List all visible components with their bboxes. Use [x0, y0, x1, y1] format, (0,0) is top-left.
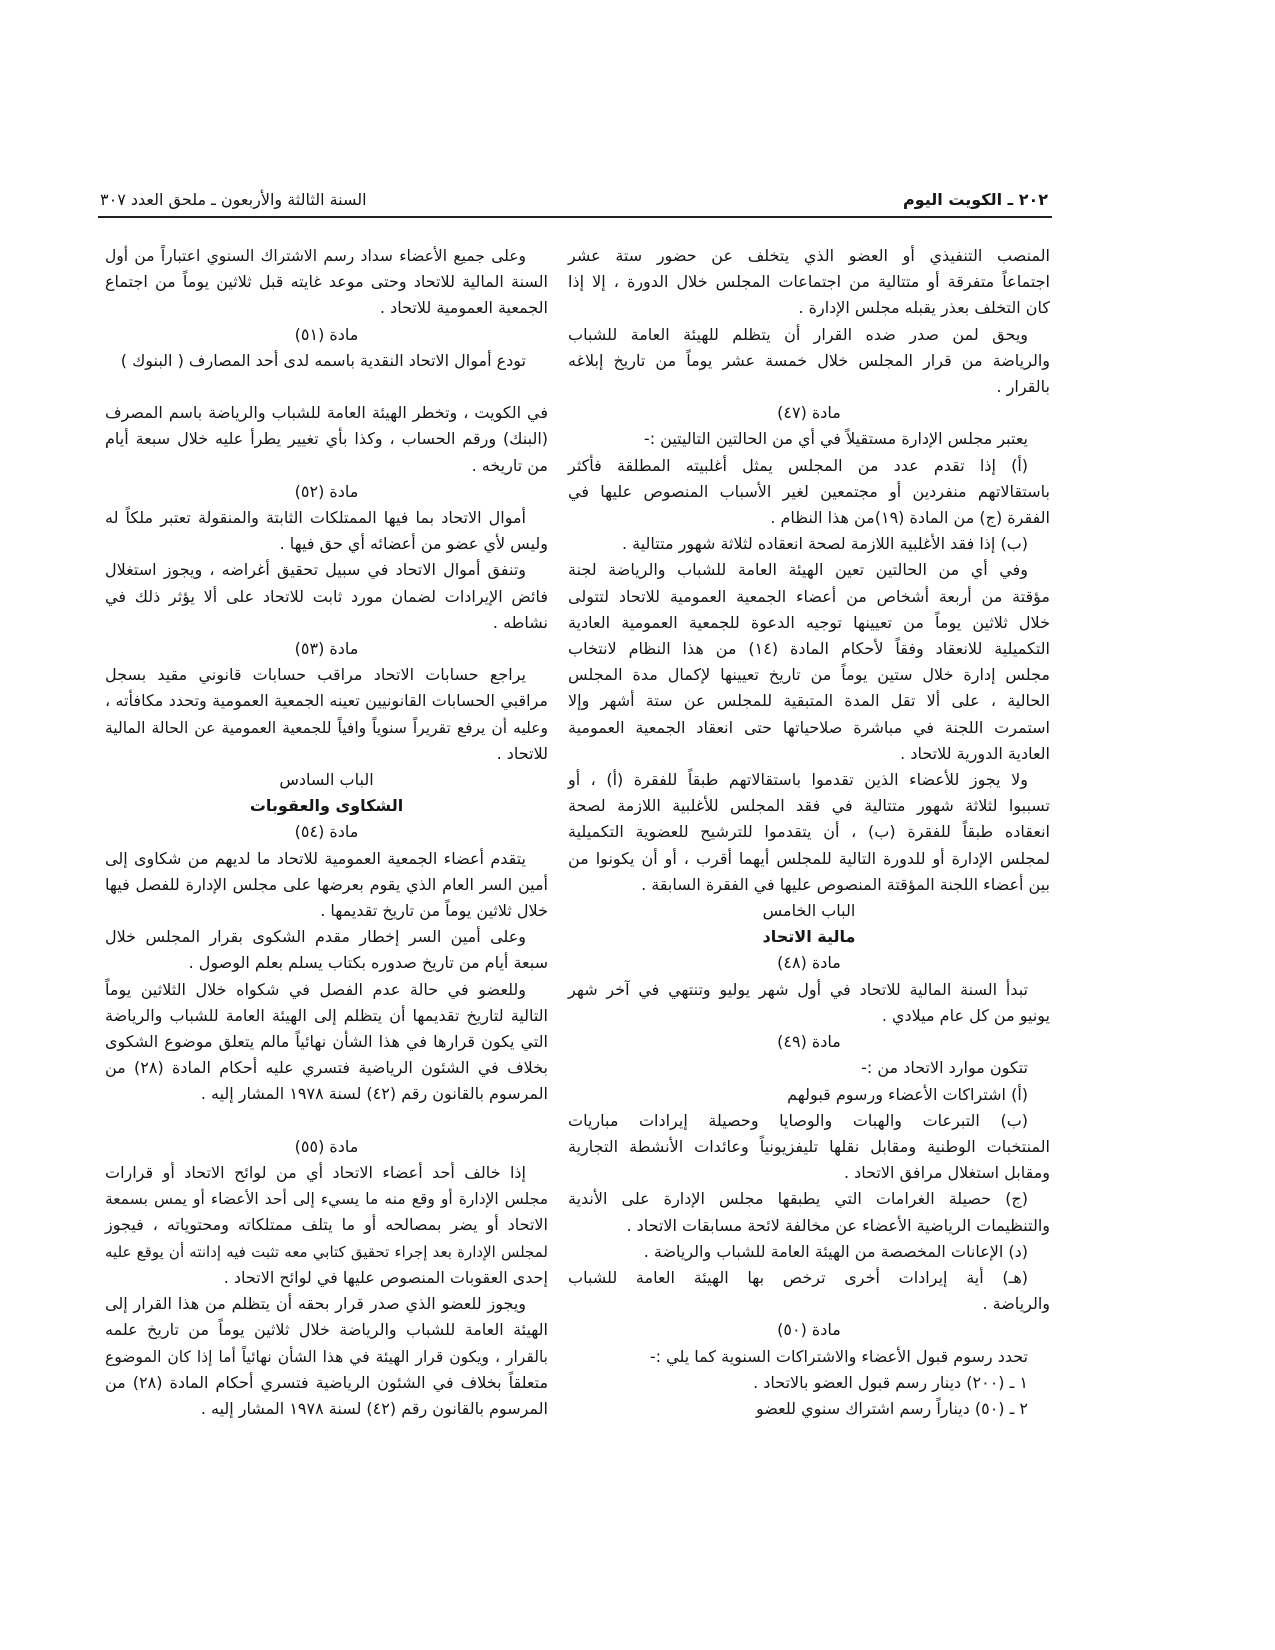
text-line: ويجوز للعضو الذي صدر قرار بحقه أن يتظلم من هذا القرار إلى	[105, 1294, 526, 1314]
text-line: (أ) اشتراكات الأعضاء ورسوم قبولهم	[787, 1084, 1028, 1104]
text-line: (أ) إذا تقدم عدد من المجلس يمثل أغلبيته المطلقة فأكثر	[568, 455, 1028, 475]
text-line: الهيئة العامة للشباب والرياضة خلال ثلاثين يوماً من تاريخ علمه	[105, 1320, 548, 1340]
paragraph	[568, 243, 1050, 322]
article-heading: مادة (٤٧)	[777, 403, 841, 423]
paragraph	[568, 531, 1050, 557]
text-line: خلال ثلاثين يوماً من تاريخ تقديمها .	[320, 901, 548, 921]
text-line: التي يكون قرارها في هذا الشأن نهائياً مالم يتعلق موضوع الشكوى	[105, 1032, 548, 1052]
text-line: لمجلس الإدارة بعد إجراء تحقيق كتابي معه تثبت فيه إدانته أن يوقع عليه	[105, 1242, 548, 1261]
text-line: يعتبر مجلس الإدارة مستقيلاً في أي من الحالتين التاليتين :-	[643, 429, 1028, 449]
text-line: كان التخلف بعذر يقبله مجلس الإدارة .	[798, 298, 1050, 318]
text-line: المرسوم بالقانون رقم (٤٢) لسنة ١٩٧٨ المشار إليه .	[200, 1398, 548, 1418]
text-line: الفقرة (ج) من المادة (١٩)من هذا النظام .	[770, 508, 1050, 528]
text-line: بين أعضاء اللجنة المؤقتة المنصوص عليها في الفقرة السابقة .	[641, 874, 1050, 894]
text-line: فائض الإيرادات لضمان مورد ثابت للاتحاد على ألا يؤثر ذلك في	[105, 586, 548, 606]
text-line: وليس لأي عضو من أعضائه أي حق فيها .	[279, 534, 548, 554]
article-heading: مادة (٥٥)	[294, 1136, 359, 1156]
text-line: وتنفق أموال الاتحاد في سبيل تحقيق أغراضه ، ويجوز استغلال	[105, 560, 526, 580]
paragraph	[568, 1370, 1050, 1396]
article-heading: مادة (٥١)	[294, 324, 359, 344]
paragraph	[105, 505, 548, 557]
text-line: المنصب التنفيذي أو العضو الذي يتخلف عن حضور ستة عشر	[568, 246, 1050, 265]
text-line: المرسوم بالقانون رقم (٤٢) لسنة ١٩٧٨ المشار إليه .	[200, 1084, 548, 1104]
text-line: تتكون موارد الاتحاد من :-	[861, 1058, 1028, 1078]
text-line: (البنك) ورقم الحساب ، وكذا بأي تغيير يطرأ عليه خلال سبعة أيام	[105, 429, 548, 449]
text-line: إذا خالف أحد أعضاء الاتحاد أي من لوائح الاتحاد أو قرارات	[105, 1163, 526, 1183]
text-line: يراجع حسابات الاتحاد مراقب حسابات قانوني مقيد بسجل	[105, 665, 526, 685]
paragraph	[568, 1108, 1050, 1187]
page-title: ٢٠٢ ـ الكويت اليوم	[902, 190, 1048, 209]
text-line: لمجلس الإدارة أو للدورة التالية للمجلس أيهما أقرب ، أو أن يكونوا من	[568, 848, 1050, 868]
text-line: وللعضو في حالة عدم الفصل في شكواه خلال الثلاثين يوماً	[105, 979, 526, 999]
text-line: سبعة أيام من تاريخ صدوره بكتاب يسلم بعلم الوصول .	[188, 953, 548, 973]
text-line: إحدى العقوبات المنصوص عليها في لوائح الاتحاد .	[223, 1267, 548, 1287]
text-line: الجمعية العمومية للاتحاد .	[379, 298, 548, 318]
chapter-heading: الباب الخامس	[762, 901, 856, 921]
text-line: من تاريخه .	[471, 455, 548, 475]
text-line: تسببوا لثلاثة شهور متتالية في فقد المجلس للأغلبية اللازمة لصحة	[568, 796, 1050, 816]
paragraph	[568, 767, 1050, 898]
text-line: المنتخبات الوطنية ومقابل نقلها تليفزيونياً وعائدات الأنشطة التجارية	[568, 1136, 1050, 1156]
text-line: ويحق لمن صدر ضده القرار أن يتظلم للهيئة العامة للشباب	[568, 324, 1028, 344]
text-line: للاتحاد .	[496, 743, 548, 763]
text-line: العادية الدورية للاتحاد .	[900, 743, 1050, 763]
article-heading: مادة (٤٨)	[777, 953, 841, 973]
article-heading: مادة (٥٤)	[294, 822, 359, 842]
text-line: والتنظيمات الرياضية الأعضاء عن مخالفة لائحة مسابقات الاتحاد .	[626, 1215, 1050, 1235]
paragraph	[105, 662, 548, 767]
article-heading: مادة (٥٢)	[294, 481, 359, 501]
text-line: مجلس الإدارة أو وقع منه ما يسيء إلى أحد الأعضاء أو يمس بسمعة	[105, 1190, 548, 1209]
text-line: الحالية ، على ألا تقل المدة المتبقية للمجلس عن ستة أشهر وإلا	[568, 691, 1050, 711]
text-line: بالقرار ، ويكون قرار الهيئة في هذا الشأن نهائياً أما إذا كان الموضوع	[105, 1347, 548, 1366]
text-line: وعلى جميع الأعضاء سداد رسم الاشتراك السنوي اعتباراً من أول	[105, 247, 526, 265]
text-line: مجلس إدارة خلال ستين يوماً من تاريخ تعيينها لإكمال مدة المجلس	[568, 665, 1050, 685]
header-rule	[98, 216, 1052, 218]
paragraph	[568, 1344, 1050, 1370]
paragraph	[568, 426, 1050, 452]
paragraph	[568, 557, 1050, 767]
paragraph	[568, 453, 1050, 532]
paragraph	[568, 1396, 1050, 1422]
text-line: بخلاف في الشئون الرياضية فتسري عليه أحكام المادة (٢٨) من	[105, 1058, 549, 1078]
paragraph	[568, 1055, 1050, 1081]
paragraph	[105, 977, 548, 1108]
article-heading: مادة (٥٣)	[294, 639, 359, 659]
text-line: (ب) إذا فقد الأغلبية اللازمة لصحة انعقاده لثلاثة شهور متتالية .	[621, 534, 1028, 554]
text-line: أمين السر العام الذي يقوم بعرضها على مجلس الإدارة للفصل فيها	[105, 874, 548, 894]
paragraph	[105, 348, 548, 374]
paragraph	[568, 977, 1050, 1029]
text-line: (ب) التبرعات والهبات والوصايا وحصيلة إيرادات مباريات	[568, 1110, 1028, 1130]
paragraph	[105, 1291, 548, 1422]
text-line: يونيو من كل عام ميلادي .	[881, 1005, 1050, 1025]
text-line: في الكويت ، وتخطر الهيئة العامة للشباب والرياضة باسم المصرف	[105, 403, 548, 423]
text-line: ١ ـ (٢٠٠) دينار رسم قبول العضو بالاتحاد .	[753, 1372, 1028, 1392]
text-line: خلال ثلاثين يوماً من تعيينها توجيه الدعوة للجمعية العمومية العادية	[568, 612, 1050, 632]
text-line: والرياضة من قرار المجلس خلال خمسة عشر يوماً من تاريخ إبلاغه	[568, 350, 1050, 370]
text-line: وفي أي من الحالتين تعين الهيئة العامة للشباب والرياضة لجنة	[568, 560, 1028, 580]
text-line: ٢ ـ (٥٠) ديناراً رسم اشتراك سنوي للعضو	[756, 1398, 1028, 1418]
text-line: وعليه أن يرفع تقريراً سنوياً وافياً للجمعية العمومية عن الحالة المالية	[105, 718, 548, 737]
text-line: ومقابل استغلال مرافق الاتحاد .	[843, 1163, 1050, 1183]
text-line: استمرت اللجنة في مباشرة صلاحياتها حتى انعقاد الجمعية العمومية	[568, 717, 1050, 737]
text-line: (هـ) أية إيرادات أخرى ترخص بها الهيئة العامة للشباب	[568, 1267, 1028, 1287]
chapter-heading: الباب السادس	[279, 770, 374, 790]
text-line: السنة المالية للاتحاد وحتى موعد غايته قبل ثلاثين يوماً من اجتماع	[105, 272, 548, 292]
paragraph	[105, 243, 548, 322]
text-line: باستقالاتهم منفردين أو مجتمعين لغير الأسباب المنصوص عليها في	[568, 481, 1050, 501]
text-line: اجتماعاً متفرقة أو متتالية من اجتماعات المجلس خلال الدورة ، إلا إذا	[568, 272, 1050, 292]
text-line: الاتحاد أو يضر بمصالحه أو ما يتلف ممتلكاته ومحتوياته ، فيجوز	[105, 1215, 548, 1235]
paragraph	[105, 1160, 548, 1291]
chapter-title: مالية الاتحاد	[762, 927, 856, 947]
text-line: مراقبي الحسابات القانونيين تعينه الجمعية العمومية وتحدد مكافأته ،	[105, 691, 548, 711]
text-line: نشاطه .	[492, 612, 548, 632]
paragraph	[568, 322, 1050, 401]
text-line: أموال الاتحاد بما فيها الممتلكات الثابتة والمنقولة تعتبر ملكاً له	[105, 508, 526, 528]
text-line: تبدأ السنة المالية للاتحاد في أول شهر يوليو وتنتهي في آخر شهر	[568, 979, 1028, 999]
issue-info: السنة الثالثة والأربعون ـ ملحق العدد ٣٠٧	[100, 190, 367, 209]
text-line: التكميلية للانعقاد وفقاً لأحكام المادة (١٤) من هذا النظام لانتخاب	[568, 639, 1050, 659]
text-line: (د) الإعانات المخصصة من الهيئة العامة للشباب والرياضة .	[643, 1241, 1028, 1261]
left-column	[105, 243, 548, 1422]
paragraph	[105, 846, 548, 925]
text-line: وعلى أمين السر إخطار مقدم الشكوى بقرار المجلس خلال	[105, 927, 526, 947]
text-line: يتقدم أعضاء الجمعية العمومية للاتحاد ما لديهم من شكاوى إلى	[105, 848, 526, 868]
text-line: ولا يجوز للأعضاء الذين تقدموا باستقالاتهم طبقاً للفقرة (أ) ، أو	[568, 770, 1028, 790]
text-line: تحدد رسوم قبول الأعضاء والاشتراكات السنوية كما يلي :-	[649, 1346, 1028, 1366]
right-column	[568, 243, 1050, 1422]
paragraph	[105, 400, 548, 479]
text-line: التالية لتاريخ تقديمها أن يتظلم إلى الهيئة العامة للشباب والرياضة	[105, 1005, 548, 1025]
article-heading: مادة (٤٩)	[777, 1032, 841, 1052]
text-line: والرياضة .	[982, 1294, 1050, 1314]
paragraph	[568, 1082, 1050, 1108]
paragraph	[568, 1265, 1050, 1317]
text-line: تودع أموال الاتحاد النقدية باسمه لدى أحد المصارف ( البنوك )	[120, 350, 526, 370]
paragraph	[105, 557, 548, 636]
article-heading: مادة (٥٠)	[777, 1320, 841, 1340]
paragraph	[568, 1239, 1050, 1265]
text-line: مؤقتة من أربعة أشخاص من أعضاء الجمعية العمومية للاتحاد لتتولى	[568, 586, 1050, 606]
paragraph	[105, 924, 548, 976]
text-line: متعلقاً بخلاف في الشئون الرياضية فتسري أحكام المادة (٢٨) من	[105, 1372, 549, 1392]
text-line: انعقاده طبقاً للفقرة (ب) ، أن يتقدموا للترشيح للعضوية التكميلية	[568, 822, 1050, 842]
text-line: (ج) حصيلة الغرامات التي يطبقها مجلس الإدارة على الأندية	[568, 1189, 1028, 1209]
chapter-title: الشكاوى والعقوبات	[249, 796, 404, 816]
paragraph	[568, 1186, 1050, 1238]
text-line: بالقرار .	[996, 377, 1050, 397]
